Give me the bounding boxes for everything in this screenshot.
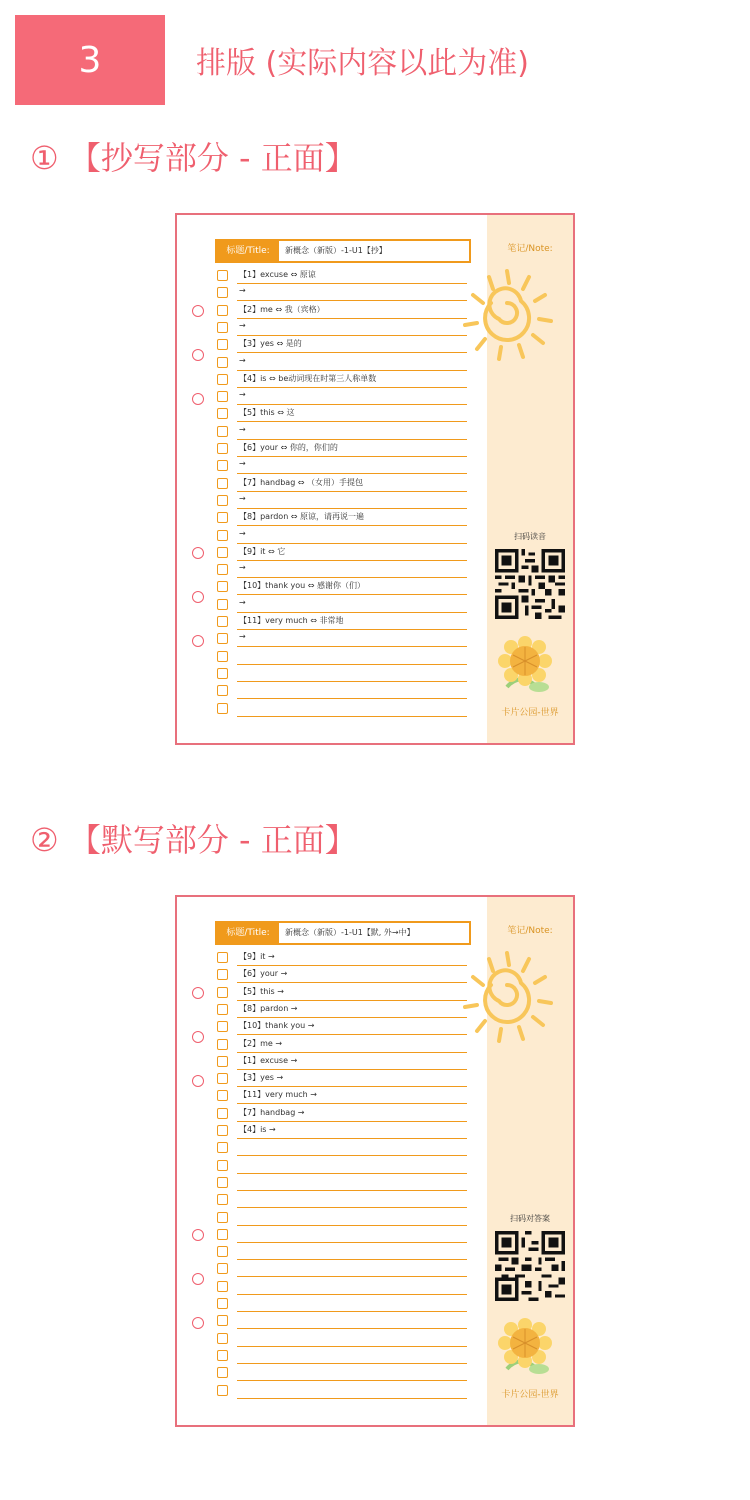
brand-label: 卡片公园-世界 (501, 1390, 559, 1400)
writing-line (217, 984, 467, 1001)
binder-hole (192, 1229, 204, 1241)
line-checkbox[interactable] (217, 987, 228, 998)
line-checkbox[interactable] (217, 703, 228, 714)
writing-line (217, 1139, 467, 1156)
writing-line (217, 1036, 467, 1053)
writing-line (217, 1087, 467, 1104)
qr-caption: 扫码读音 (514, 532, 546, 541)
line-checkbox[interactable] (217, 1108, 228, 1119)
writing-line (217, 1243, 467, 1260)
line-checkbox[interactable] (217, 1021, 228, 1032)
writing-line (217, 1209, 467, 1226)
line-checkbox[interactable] (217, 547, 228, 558)
line-checkbox[interactable] (217, 512, 228, 523)
line-checkbox[interactable] (217, 460, 228, 471)
line-checkbox[interactable] (217, 287, 228, 298)
line-text: → (239, 320, 246, 330)
line-text: → (239, 493, 246, 503)
line-text: 【10】thank you ⇔ 感谢你（们） (239, 581, 366, 591)
line-checkbox[interactable] (217, 1333, 228, 1344)
line-checkbox[interactable] (217, 1073, 228, 1084)
line-checkbox[interactable] (217, 357, 228, 368)
writing-line (217, 1347, 467, 1364)
binder-hole (192, 305, 204, 317)
page-title: 排版 (实际内容以此为准) (196, 46, 529, 81)
writing-line (217, 267, 467, 284)
line-text: 【4】is → (239, 1125, 276, 1134)
qr-code-icon[interactable] (495, 1231, 565, 1301)
qr-caption: 扫码对答案 (510, 1214, 550, 1223)
line-checkbox[interactable] (217, 1056, 228, 1067)
line-text: 【3】yes → (239, 1073, 284, 1083)
line-checkbox[interactable] (217, 495, 228, 506)
line-checkbox[interactable] (217, 599, 228, 610)
brand-label: 卡片公园-世界 (501, 708, 559, 718)
writing-line (217, 682, 467, 699)
line-checkbox[interactable] (217, 1160, 228, 1171)
binder-hole (192, 1075, 204, 1087)
line-text: 【1】excuse ⇔ 原谅 (239, 270, 316, 279)
line-checkbox[interactable] (217, 633, 228, 644)
writing-line (217, 561, 467, 578)
line-checkbox[interactable] (217, 564, 228, 575)
writing-line (217, 1053, 467, 1070)
line-checkbox[interactable] (217, 1263, 228, 1274)
line-checkbox[interactable] (217, 1004, 228, 1015)
line-text: → (239, 390, 246, 400)
writing-line (217, 949, 467, 966)
writing-line (217, 1364, 467, 1381)
line-text: 【3】yes ⇔ 是的 (239, 339, 302, 349)
title-label: 标题/Title: (226, 246, 270, 256)
line-checkbox[interactable] (217, 1039, 228, 1050)
writing-line (217, 1226, 467, 1243)
writing-line (217, 1330, 467, 1347)
writing-line (217, 1174, 467, 1191)
writing-line (217, 596, 467, 613)
writing-line (217, 1001, 467, 1018)
line-text: 【2】me ⇔ 我（宾格） (239, 304, 325, 314)
writing-line (217, 1122, 467, 1139)
writing-line (217, 492, 467, 509)
line-checkbox[interactable] (217, 952, 228, 963)
title-label: 标题/Title: (226, 928, 270, 938)
writing-line (217, 440, 467, 457)
line-text: → (239, 355, 246, 365)
line-checkbox[interactable] (217, 1194, 228, 1205)
line-text: 【7】handbag ⇔ （女用）手提包 (239, 477, 364, 487)
line-checkbox[interactable] (217, 478, 228, 489)
line-checkbox[interactable] (217, 408, 228, 419)
writing-line (217, 1191, 467, 1208)
line-checkbox[interactable] (217, 616, 228, 627)
line-checkbox[interactable] (217, 1385, 228, 1396)
line-checkbox[interactable] (217, 1142, 228, 1153)
line-text: 【8】pardon → (239, 1003, 298, 1013)
line-checkbox[interactable] (217, 1229, 228, 1240)
line-text: → (239, 286, 246, 296)
writing-line (217, 1157, 467, 1174)
writing-line (217, 319, 467, 336)
binder-hole (192, 987, 204, 999)
title-bar (215, 921, 471, 945)
writing-line (217, 302, 467, 319)
line-checkbox[interactable] (217, 685, 228, 696)
line-checkbox[interactable] (217, 391, 228, 402)
writing-line (217, 423, 467, 440)
binder-hole (192, 1031, 204, 1043)
writing-line (217, 1260, 467, 1277)
writing-line (217, 1278, 467, 1295)
writing-line (217, 648, 467, 665)
line-checkbox[interactable] (217, 1281, 228, 1292)
writing-line (217, 613, 467, 630)
line-checkbox[interactable] (217, 426, 228, 437)
line-text: 【11】very much ⇔ 非常地 (239, 616, 344, 625)
writing-line (217, 336, 467, 353)
line-checkbox[interactable] (217, 1298, 228, 1309)
line-text: 【11】very much → (239, 1090, 317, 1100)
writing-line (217, 388, 467, 405)
binder-hole (192, 393, 204, 405)
note-label: 笔记/Note: (507, 244, 553, 254)
copy-card (175, 213, 575, 745)
binder-hole (192, 547, 204, 559)
writing-line (217, 1070, 467, 1087)
writing-line (217, 405, 467, 422)
writing-line (217, 1105, 467, 1122)
line-checkbox[interactable] (217, 305, 228, 316)
writing-line (217, 1312, 467, 1329)
binder-hole (192, 635, 204, 647)
line-text: 【5】this → (239, 986, 284, 996)
title-bar (215, 239, 471, 263)
sunflower-icon (495, 633, 559, 697)
note-column (487, 897, 573, 1425)
section-number: 3 (78, 39, 102, 81)
line-text: 【7】handbag → (239, 1107, 305, 1117)
writing-line (217, 527, 467, 544)
sunflower-icon (495, 1315, 559, 1379)
line-checkbox[interactable] (217, 530, 228, 541)
writing-line (217, 509, 467, 526)
writing-line (217, 1295, 467, 1312)
binder-hole (192, 1273, 204, 1285)
line-text: → (239, 632, 246, 642)
binder-hole (192, 349, 204, 361)
writing-line (217, 284, 467, 301)
line-checkbox[interactable] (217, 374, 228, 385)
writing-line (217, 457, 467, 474)
line-text: 【2】me → (239, 1038, 283, 1048)
line-text: → (239, 459, 246, 469)
line-text: 【9】it ⇔ 它 (239, 546, 286, 556)
writing-line (217, 630, 467, 647)
writing-line (217, 475, 467, 492)
line-checkbox[interactable] (217, 1246, 228, 1257)
line-rule (237, 1398, 467, 1399)
line-text: → (239, 424, 246, 434)
line-checkbox[interactable] (217, 1090, 228, 1101)
line-text: → (239, 597, 246, 607)
writing-line (217, 700, 467, 717)
title-value: 新概念（新版）-1-U1【默, 外→中】 (279, 923, 469, 943)
line-checkbox[interactable] (217, 969, 228, 980)
line-text: 【5】this ⇔ 这 (239, 408, 295, 418)
line-text: → (239, 563, 246, 573)
sun-icon (457, 947, 557, 1047)
dictation-card (175, 895, 575, 1427)
line-checkbox[interactable] (217, 322, 228, 333)
line-rule (237, 716, 467, 717)
line-checkbox[interactable] (217, 1315, 228, 1326)
line-checkbox[interactable] (217, 668, 228, 679)
line-checkbox[interactable] (217, 339, 228, 350)
line-checkbox[interactable] (217, 581, 228, 592)
writing-line (217, 1382, 467, 1399)
line-checkbox[interactable] (217, 1212, 228, 1223)
writing-line (217, 665, 467, 682)
writing-line (217, 354, 467, 371)
writing-line (217, 578, 467, 595)
writing-line (217, 1018, 467, 1035)
line-checkbox[interactable] (217, 443, 228, 454)
note-label: 笔记/Note: (507, 926, 553, 936)
line-text: 【1】excuse → (239, 1055, 298, 1065)
writing-line (217, 544, 467, 561)
section-number-badge (15, 15, 165, 105)
line-text: 【6】your → (239, 969, 288, 979)
line-checkbox[interactable] (217, 1177, 228, 1188)
sun-icon (457, 265, 557, 365)
line-checkbox[interactable] (217, 1350, 228, 1361)
qr-code-icon[interactable] (495, 549, 565, 619)
line-text: 【10】thank you → (239, 1021, 315, 1031)
line-checkbox[interactable] (217, 1125, 228, 1136)
line-checkbox[interactable] (217, 651, 228, 662)
writing-line (217, 371, 467, 388)
line-text: 【4】is ⇔ be动词现在时第三人称单数 (239, 373, 377, 383)
line-checkbox[interactable] (217, 1367, 228, 1378)
note-column (487, 215, 573, 743)
writing-line (217, 966, 467, 983)
binder-hole (192, 1317, 204, 1329)
line-text: 【8】pardon ⇔ 原谅，请再说一遍 (239, 512, 365, 522)
section2-title: ② 【默写部分 - 正面】 (30, 821, 357, 859)
binder-hole (192, 591, 204, 603)
line-text: 【6】your ⇔ 你的，你们的 (239, 443, 338, 452)
section1-title: ① 【抄写部分 - 正面】 (30, 139, 357, 177)
line-text: → (239, 528, 246, 538)
line-text: 【9】it → (239, 952, 275, 961)
line-checkbox[interactable] (217, 270, 228, 281)
title-value: 新概念（新版）-1-U1【抄】 (279, 241, 469, 261)
